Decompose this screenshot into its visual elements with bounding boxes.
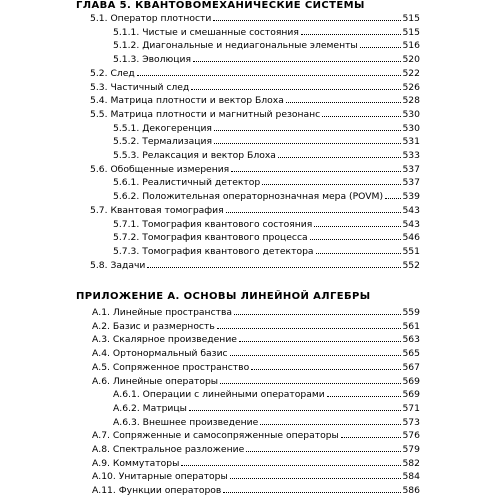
toc-entry-page: 565 — [402, 348, 420, 360]
toc-entry-page: 533 — [402, 150, 420, 161]
dot-leader — [220, 383, 401, 384]
toc-entry[interactable] — [113, 191, 420, 203]
toc-entry-label: 5.5.1. Декогеренция — [113, 122, 212, 134]
toc-entry[interactable] — [92, 444, 420, 456]
toc-entry-label: 5.1.2. Диагональные и недиагональные элементы — [113, 40, 358, 52]
chapter-title: ГЛАВА 5. КВАНТОВОМЕХАНИЧЕСКИЕ СИСТЕМЫ — [76, 0, 365, 11]
toc-entry-page: 567 — [402, 361, 420, 373]
toc-entry[interactable] — [90, 260, 420, 272]
toc-entry[interactable] — [90, 13, 420, 25]
toc-entry[interactable] — [92, 458, 420, 470]
dot-leader — [286, 102, 402, 103]
toc-entry-label: А.8. Спектральное разложение — [92, 444, 245, 455]
toc-entry-page: 551 — [402, 245, 420, 257]
toc-entry-label: А.9. Коммутаторы — [92, 457, 180, 469]
toc-entry-label: 5.1. Оператор плотности — [90, 13, 212, 24]
toc-entry-page: 573 — [402, 416, 420, 428]
toc-entry[interactable] — [113, 403, 420, 415]
toc-entry-label: А.5. Сопряженное пространство — [92, 361, 250, 373]
dot-leader — [327, 396, 402, 397]
toc-entry[interactable] — [113, 150, 420, 162]
toc-entry-page: 515 — [402, 13, 420, 24]
toc-entry-label: 5.7.1. Томография квантового состояния — [113, 218, 313, 230]
dot-leader — [251, 369, 401, 370]
toc-entry-label: 5.2. След — [90, 67, 135, 79]
toc-entry[interactable] — [113, 232, 420, 244]
toc-entry-page: 561 — [402, 320, 420, 332]
dot-leader — [230, 355, 402, 356]
dot-leader — [360, 47, 402, 48]
toc-entry[interactable] — [113, 40, 420, 52]
dot-leader — [214, 130, 402, 131]
dot-leader — [301, 34, 402, 35]
toc-entry-page: 530 — [402, 122, 420, 134]
toc-entry-label: А.6.2. Матрицы — [113, 402, 187, 414]
toc-entry[interactable] — [90, 205, 420, 217]
toc-entry-label: 5.1.1. Чистые и смешанные состояния — [113, 26, 299, 38]
dot-leader — [214, 143, 401, 144]
dot-leader — [223, 492, 401, 493]
toc-entry[interactable] — [113, 177, 420, 189]
toc-entry[interactable] — [113, 27, 420, 39]
dot-leader — [137, 75, 402, 76]
dot-leader — [310, 239, 402, 240]
toc-entry-label: А.6.3. Внешнее произведение — [113, 416, 259, 428]
toc-entry[interactable] — [90, 82, 420, 94]
toc-entry[interactable] — [92, 362, 420, 374]
toc-entry-page: 530 — [402, 108, 420, 120]
toc-entry-label: А.1. Линейные пространства — [92, 307, 233, 318]
toc-entry[interactable] — [92, 430, 420, 442]
toc-entry-page: 543 — [402, 204, 420, 216]
dot-leader — [246, 451, 401, 452]
dot-leader — [181, 465, 401, 466]
toc-entry[interactable] — [92, 485, 420, 497]
toc-entry-page: 552 — [402, 259, 420, 271]
toc-entry-page: 531 — [402, 136, 420, 148]
toc-entry-label: А.4. Ортонормальный базис — [92, 348, 228, 360]
toc-entry-label: 5.7. Квантовая томография — [90, 204, 224, 216]
toc-entry-page: 539 — [402, 191, 420, 203]
dot-leader — [316, 253, 402, 254]
toc-entry[interactable] — [92, 471, 420, 483]
dot-leader — [191, 89, 401, 90]
toc-entry-page: 537 — [402, 163, 420, 175]
toc-entry-label: 5.3. Частичный след — [90, 81, 190, 93]
toc-entry-label: 5.1.3. Эволюция — [113, 54, 192, 66]
toc-entry[interactable] — [90, 68, 420, 80]
toc-entry-label: А.3. Скалярное произведение — [92, 334, 237, 346]
toc-entry[interactable] — [92, 334, 420, 346]
toc-entry[interactable] — [113, 136, 420, 148]
dot-leader — [314, 226, 401, 227]
toc-entry-label: 5.7.2. Томография квантового процесса — [113, 232, 308, 244]
toc-entry[interactable] — [113, 219, 420, 231]
toc-entry-label: А.6. Линейные операторы — [92, 375, 219, 387]
dot-leader — [147, 267, 401, 268]
toc-entry[interactable] — [90, 164, 420, 176]
toc-entry-label: 5.6.2. Положительная операторнозначная мера (POVM) — [113, 191, 384, 203]
toc-entry[interactable] — [113, 246, 420, 258]
dot-leader — [230, 478, 402, 479]
toc-entry-page: 546 — [402, 232, 420, 244]
dot-leader — [322, 116, 401, 117]
dot-leader — [234, 314, 401, 315]
dot-leader — [262, 184, 401, 185]
toc-entry-page: 515 — [402, 26, 420, 38]
dot-leader — [385, 198, 401, 199]
toc-entry-label: А.6.1. Операции с линейными операторами — [113, 389, 325, 401]
toc-entry-page: 579 — [402, 444, 420, 455]
toc-entry-page: 537 — [402, 177, 420, 189]
toc-entry-label: 5.6.1. Реалистичный детектор — [113, 177, 261, 189]
dot-leader — [189, 410, 402, 411]
toc-entry-label: А.11. Функции операторов — [92, 485, 222, 497]
toc-entry-page: 582 — [402, 457, 420, 469]
toc-entry-label: 5.8. Задачи — [90, 259, 146, 271]
toc-entry[interactable] — [92, 307, 420, 319]
dot-leader — [231, 171, 401, 172]
toc-entry-label: 5.5. Матрица плотности и магнитный резонанс — [90, 108, 321, 120]
toc-entry-page: 526 — [402, 81, 420, 93]
toc-entry-label: 5.4. Матрица плотности и вектор Блоха — [90, 95, 284, 107]
dot-leader — [213, 20, 401, 21]
toc-entry-page: 520 — [402, 54, 420, 66]
toc-entry-label: А.2. Базис и размерность — [92, 320, 215, 332]
toc-entry-page: 569 — [402, 375, 420, 387]
dot-leader — [217, 328, 402, 329]
dot-leader — [239, 341, 402, 342]
toc-entry[interactable] — [90, 95, 420, 107]
dot-leader — [278, 157, 402, 158]
toc-entry-page: 563 — [402, 334, 420, 346]
toc-entry[interactable] — [92, 321, 420, 333]
toc-entry[interactable] — [92, 348, 420, 360]
toc-entry-page: 528 — [402, 95, 420, 107]
toc-entry[interactable] — [113, 123, 420, 135]
dot-leader — [193, 61, 401, 62]
toc-entry-label: 5.7.3. Томография квантового детектора — [113, 245, 314, 257]
appendix-title: ПРИЛОЖЕНИЕ А. ОСНОВЫ ЛИНЕЙНОЙ АЛГЕБРЫ — [76, 291, 371, 302]
toc-entry-page: 586 — [402, 485, 420, 497]
toc-entry-label: 5.5.2. Термализация — [113, 136, 212, 148]
toc-entry-page: 584 — [402, 471, 420, 483]
toc-entry-label: А.7. Сопряженные и самосопряженные операторы — [92, 430, 339, 442]
toc-entry-page: 522 — [402, 67, 420, 79]
toc-entry[interactable] — [113, 389, 420, 401]
toc-entry-page: 569 — [402, 389, 420, 401]
toc-entry-page: 543 — [402, 218, 420, 230]
toc-entry-page: 559 — [402, 307, 420, 318]
toc-entry[interactable] — [113, 417, 420, 429]
toc-entry-label: 5.6. Обобщенные измерения — [90, 163, 230, 175]
toc-entry[interactable] — [92, 376, 420, 388]
dot-leader — [226, 212, 402, 213]
toc-entry-page: 516 — [402, 40, 420, 52]
toc-entry-label: А.10. Унитарные операторы — [92, 471, 228, 483]
dot-leader — [341, 437, 402, 438]
toc-entry[interactable] — [90, 109, 420, 121]
toc-entry[interactable] — [113, 54, 420, 66]
toc-entry-page: 576 — [402, 430, 420, 442]
dot-leader — [260, 424, 401, 425]
toc-entry-page: 571 — [402, 402, 420, 414]
toc-entry-label: 5.5.3. Релаксация и вектор Блоха — [113, 150, 276, 161]
